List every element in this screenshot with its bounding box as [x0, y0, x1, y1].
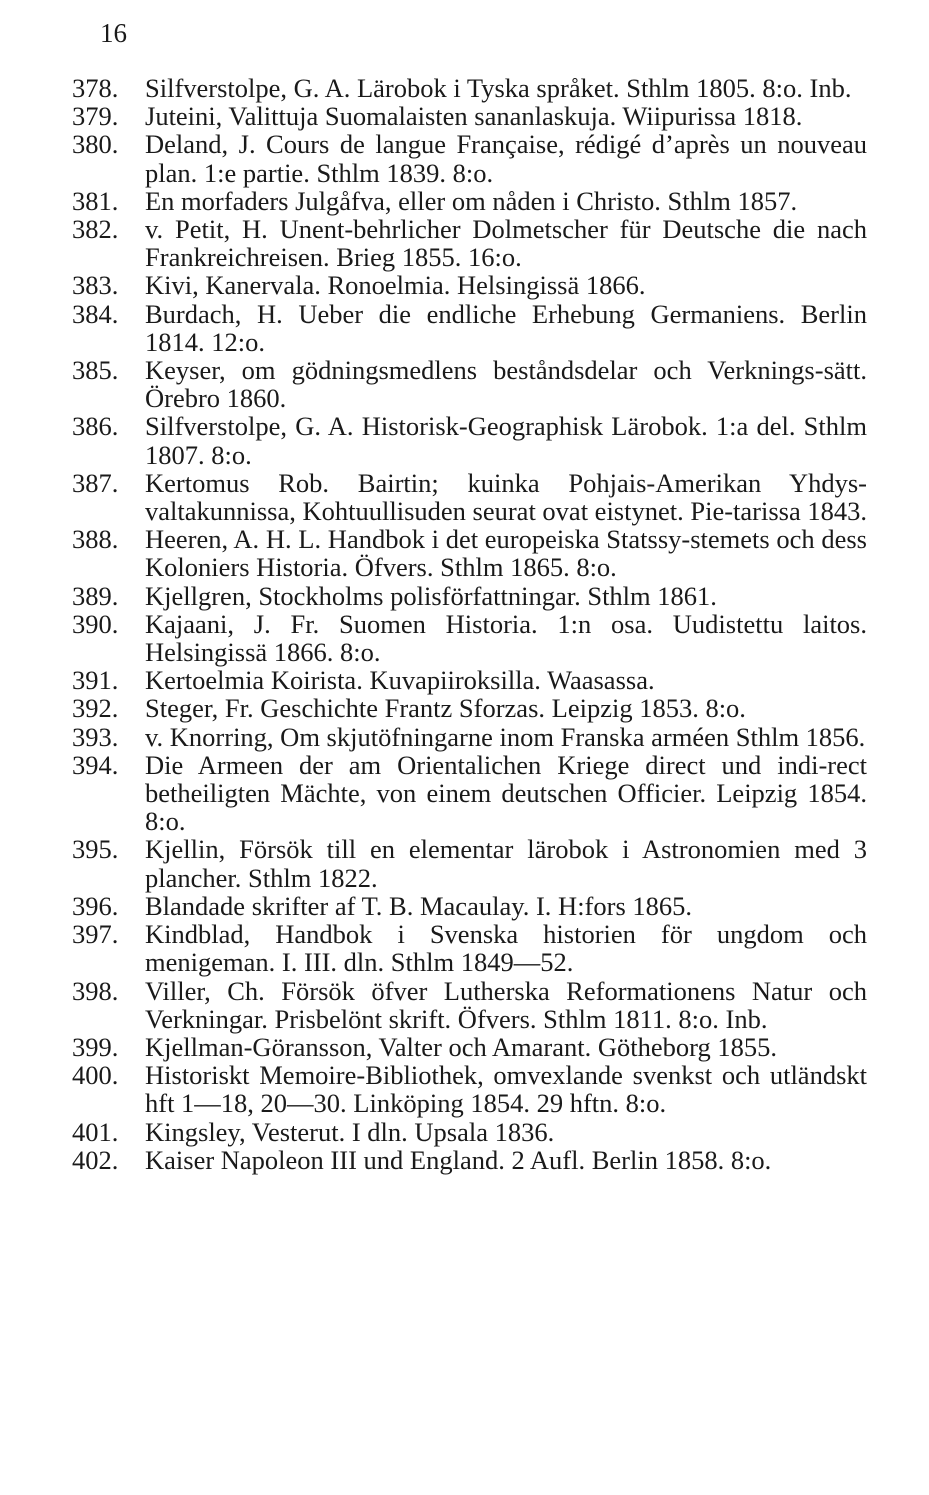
entry-text: Kjellgren, Stockholms polisförfattningar. Sthlm 1861.: [145, 580, 717, 611]
entry-number: 385.: [72, 355, 119, 386]
entry-text: v. Knorring, Om skjutöfningarne inom Franska arméen Sthlm 1856.: [145, 721, 866, 752]
entry-text: Deland, J. Cours de langue Française, rédigé d’après un nouveau plan. 1:e partie. Sthlm 1839. 8:o.: [145, 129, 867, 188]
catalogue-entry: [0, 1061, 929, 1117]
entry-text: v. Petit, H. Unent-behrlicher Dolmetscher für Deutsche die nach Frankreichreisen. Brieg 1855. 16:o.: [145, 214, 867, 273]
entry-number: 397.: [72, 919, 119, 950]
entry-number: 389.: [72, 580, 119, 611]
entry-number: 390.: [72, 608, 119, 639]
entry-number: 388.: [72, 524, 119, 555]
entry-text: Kindblad, Handbok i Svenska historien för ungdom och menigeman. I. III. dln. Sthlm 1849—52.: [145, 919, 867, 978]
entry-number: 391.: [72, 665, 119, 696]
entry-text: Heeren, A. H. L. Handbok i det europeiska Statssy-stemets och dess Koloniers Historia. Öfvers. Sthlm 1865. 8:o.: [145, 524, 867, 583]
catalogue-entry: [0, 412, 929, 468]
catalogue-entry: [0, 130, 929, 186]
entry-number: 401.: [72, 1116, 119, 1147]
entry-text: Silfverstolpe, G. A. Lärobok i Tyska språket. Sthlm 1805. 8:o. Inb.: [145, 73, 852, 103]
catalogue-entry: [0, 215, 929, 271]
entry-text: En morfaders Julgåfva, eller om nåden i Christo. Sthlm 1857.: [145, 185, 798, 216]
entry-text: Kivi, Kanervala. Ronoelmia. Helsingissä 1866.: [145, 270, 646, 301]
catalogue-entry: [0, 271, 929, 299]
entry-number: 380.: [72, 129, 119, 160]
catalogue-entry: [0, 610, 929, 666]
entry-text: Kjellman-Göransson, Valter och Amarant. Götheborg 1855.: [145, 1031, 777, 1062]
catalogue-entry: [0, 469, 929, 525]
entry-number: 402.: [72, 1144, 119, 1175]
catalogue-entry: [0, 1118, 929, 1146]
entry-text: Keyser, om gödningsmedlens beståndsdelar och Verknings-sätt. Örebro 1860.: [145, 355, 867, 414]
entry-number: 399.: [72, 1031, 119, 1062]
entry-text: Kertoelmia Koirista. Kuvapiiroksilla. Waasassa.: [145, 665, 655, 696]
entry-number: 392.: [72, 693, 119, 724]
catalogue-entry: [0, 525, 929, 581]
catalogue-entry: [0, 977, 929, 1033]
entry-number: 398.: [72, 975, 119, 1006]
entry-text: Blandade skrifter af T. B. Macaulay. I. H:fors 1865.: [145, 890, 693, 921]
entry-text: Historiskt Memoire-Bibliothek, omvexlande svenkst och utländskt hft 1—18, 20—30. Linköping 1854. 29 hftn. 8:o.: [145, 1060, 867, 1119]
entry-number: 379.: [72, 101, 119, 132]
catalogue-entry: [0, 751, 929, 836]
entry-number: 381.: [72, 185, 119, 216]
entry-text: Kertomus Rob. Bairtin; kuinka Pohjais-Amerikan Yhdys-valtakunnissa, Kohtuullisuden seurat ovat eistynet. Pie-tarissa 1843.: [145, 467, 867, 527]
catalogue-entry: [0, 300, 929, 356]
entry-text: Kingsley, Vesterut. I dln. Upsala 1836.: [145, 1116, 555, 1147]
entry-number: 395.: [72, 834, 119, 865]
entry-number: 386.: [72, 411, 119, 442]
entry-number: 400.: [72, 1060, 119, 1091]
entry-text: Kajaani, J. Fr. Suomen Historia. 1:n osa. Uudistettu laitos. Helsingissä 1866. 8:o.: [145, 608, 867, 668]
catalogue-entry: [0, 920, 929, 976]
entry-text: Juteini, Valittuja Suomalaisten sananlaskuja. Wiipurissa 1818.: [145, 101, 803, 132]
catalogue-entry: [0, 666, 929, 694]
entry-number: 383.: [72, 270, 119, 301]
catalogue-entry: [0, 356, 929, 412]
page-number: 16: [100, 18, 127, 48]
entry-number: 378.: [72, 73, 119, 103]
catalogue-entry: [0, 723, 929, 751]
entry-text: Silfverstolpe, G. A. Historisk-Geographisk Lärobok. 1:a del. Sthlm 1807. 8:o.: [145, 411, 867, 470]
catalogue-entry: [0, 102, 929, 130]
catalogue-entry: [0, 187, 929, 215]
catalogue-entry: [0, 582, 929, 610]
catalogue-entry: [0, 1146, 929, 1174]
entry-text: Kjellin, Försök till en elementar lärobok i Astronomien med 3 plancher. Sthlm 1822.: [145, 834, 867, 893]
entry-text: Viller, Ch. Försök öfver Lutherska Reformationens Natur och Verkningar. Prisbelönt skrift. Öfvers. Sthlm 1811. 8:o. Inb.: [145, 975, 867, 1034]
catalogue-entry: [0, 74, 929, 102]
entry-text: Burdach, H. Ueber die endliche Erhebung Germaniens. Berlin 1814. 12:o.: [145, 298, 867, 357]
entry-number: 382.: [72, 214, 119, 245]
catalogue-entry: [0, 694, 929, 722]
entry-number: 384.: [72, 298, 119, 329]
catalogue-entry: [0, 1033, 929, 1061]
entry-text: Kaiser Napoleon III und England. 2 Aufl. Berlin 1858. 8:o.: [145, 1144, 772, 1175]
entry-number: 387.: [72, 467, 119, 498]
entry-text: Steger, Fr. Geschichte Frantz Sforzas. Leipzig 1853. 8:o.: [145, 693, 746, 724]
catalogue-entry: [0, 835, 929, 891]
catalogue-entries: [0, 74, 929, 1174]
catalogue-entry: [0, 892, 929, 920]
entry-number: 394.: [72, 749, 119, 780]
entry-number: 396.: [72, 890, 119, 921]
entry-number: 393.: [72, 721, 119, 752]
entry-text: Die Armeen der am Orientalichen Kriege direct und indi-rect betheiligten Mächte, von einem deutschen Officier. Leipzig 1854. 8:o.: [145, 749, 867, 837]
